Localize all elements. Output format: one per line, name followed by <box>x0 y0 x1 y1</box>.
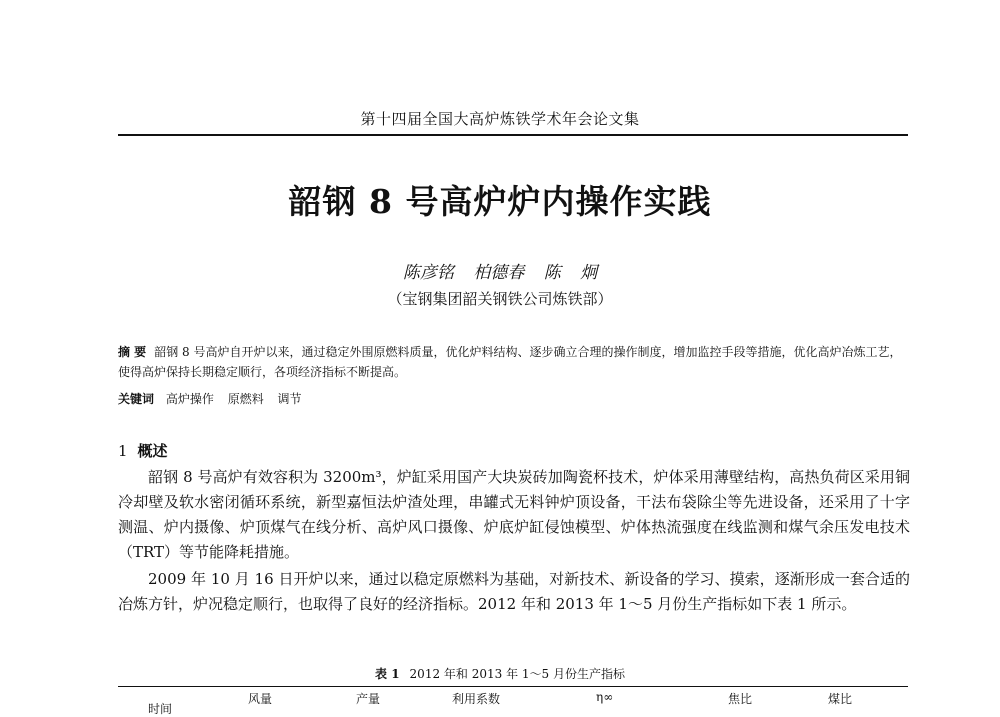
keywords <box>118 390 910 407</box>
table-header-time: 时间 <box>148 702 173 716</box>
paragraph: 2009 年 10 月 16 日开炉以来，通过以稳定原燃料为基础，对新技术、新设备的学习、摸索，逐渐形成一套合适的冶炼方针，炉况稳定顺行，也取得了良好的经济指标。2012 年和 2013 年 1～5 月份生产指标如下表 1 所示。 <box>118 570 910 613</box>
keywords-label: 关键词 <box>118 392 155 406</box>
table-header-coke-ratio: 焦比 <box>728 692 753 706</box>
abstract <box>118 342 910 382</box>
table-top-rule <box>118 686 908 687</box>
section-number: 1 <box>118 442 128 460</box>
authors: 陈彦铭 柏德春 陈 炯 <box>402 263 598 283</box>
paper-title: 韶钢 8 号高炉炉内操作实践 <box>288 182 712 221</box>
abstract-label: 摘 要 <box>118 345 147 359</box>
table-header-eta: η∞ <box>596 690 614 704</box>
section-heading <box>118 440 168 461</box>
paragraph: 韶钢 8 号高炉有效容积为 3200m³，炉缸采用国产大块炭砖加陶瓷杯技术，炉体采用薄壁结构，高热负荷区采用铜冷却壁及软水密闭循环系统，新型嘉恒法炉渣处理，串罐式无料钟炉顶设备，干法布袋除尘等先进设备，还采用了十字测温、炉内摄像、炉顶煤气在线分析、高炉风口摄像、炉底炉缸侵蚀模型、炉体热流强度在线监测和煤气余压发电技术（TRT）等节能降耗措施。 <box>118 468 910 561</box>
keyword: 调节 <box>277 392 302 406</box>
keyword: 原燃料 <box>227 392 264 406</box>
table-label: 表 1 <box>375 667 400 681</box>
table-header-wind: 风量 <box>248 692 273 706</box>
keyword: 高炉操作 <box>165 392 214 406</box>
header-rule <box>118 134 908 136</box>
table-caption-text: 2012 年和 2013 年 1～5 月份生产指标 <box>409 667 625 681</box>
journal-header: 第十四届全国大高炉炼铁学术年会论文集 <box>360 110 640 128</box>
affiliation: （宝钢集团韶关钢铁公司炼铁部） <box>387 290 613 308</box>
table-header-utilization: 利用系数 <box>452 692 501 706</box>
abstract-text: 韶钢 8 号高炉自开炉以来，通过稳定外围原燃料质量，优化炉料结构、逐步确立合理的操作制度，增加监控手段等措施，优化高炉冶炼工艺，使得高炉保持长期稳定顺行，各项经济指标不断提高。 <box>118 345 902 379</box>
section-title: 概述 <box>137 442 168 460</box>
table-header-coal-ratio: 煤比 <box>828 692 853 706</box>
table-caption <box>0 665 1000 682</box>
table-header-output: 产量 <box>356 692 381 706</box>
